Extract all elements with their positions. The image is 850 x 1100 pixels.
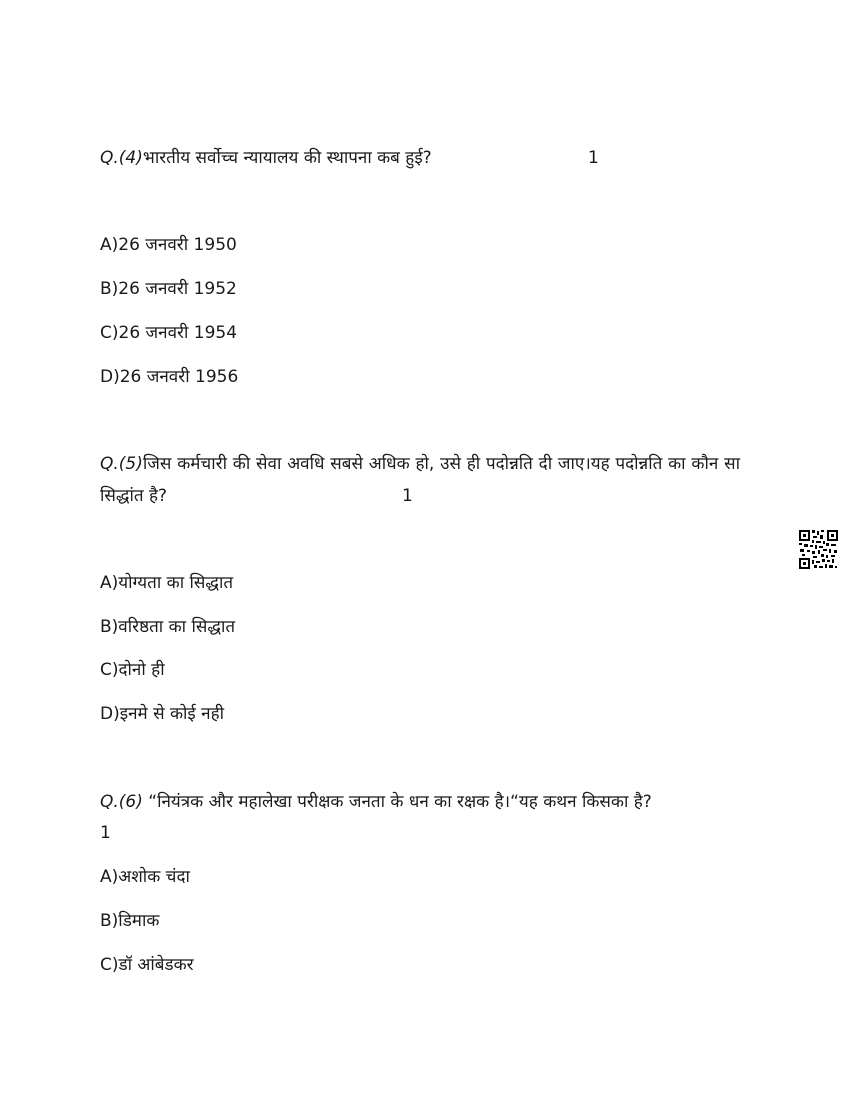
option-d[interactable]: D)26 जनवरी 1956: [100, 367, 239, 387]
question-marks: 1: [100, 823, 111, 843]
option-a[interactable]: A)योग्यता का सिद्धात: [100, 573, 234, 593]
option-c[interactable]: C)डॉ आंबेडकर: [100, 955, 194, 975]
option-c[interactable]: C)दोनो ही: [100, 660, 165, 680]
question-text: जिस कर्मचारी की सेवा अवधि सबसे अधिक हो, उसे ही पदोन्नति दी जाए।यह पदोन्नति का कौन सा सिद्धांत है?: [100, 454, 740, 506]
option-a[interactable]: A)अशोक चंदा: [100, 867, 190, 887]
option-b[interactable]: B)26 जनवरी 1952: [100, 279, 237, 299]
option-d[interactable]: D)इनमे से कोई नही: [100, 704, 225, 724]
question-5: [100, 448, 740, 512]
option-c[interactable]: C)26 जनवरी 1954: [100, 323, 238, 343]
question-marks: 1: [588, 148, 599, 168]
question-marks: 1: [402, 486, 413, 506]
option-b[interactable]: B)वरिष्ठता का सिद्धात: [100, 617, 236, 637]
qr-code-icon: [798, 529, 839, 570]
question-6: [100, 791, 652, 813]
question-text: भारतीय सर्वोच्च न्यायालय की स्थापना कब हुई?: [142, 148, 432, 168]
question-number: Q.(4): [100, 148, 143, 168]
option-b[interactable]: B)डिमाक: [100, 911, 160, 931]
question-number: Q.(5): [100, 454, 143, 474]
option-a[interactable]: A)26 जनवरी 1950: [100, 235, 237, 255]
question-4: [100, 147, 432, 169]
question-number: Q.(6): [100, 792, 143, 812]
question-text: “नियंत्रक और महालेखा परीक्षक जनता के धन का रक्षक है।“यह कथन किसका है?: [142, 792, 652, 812]
